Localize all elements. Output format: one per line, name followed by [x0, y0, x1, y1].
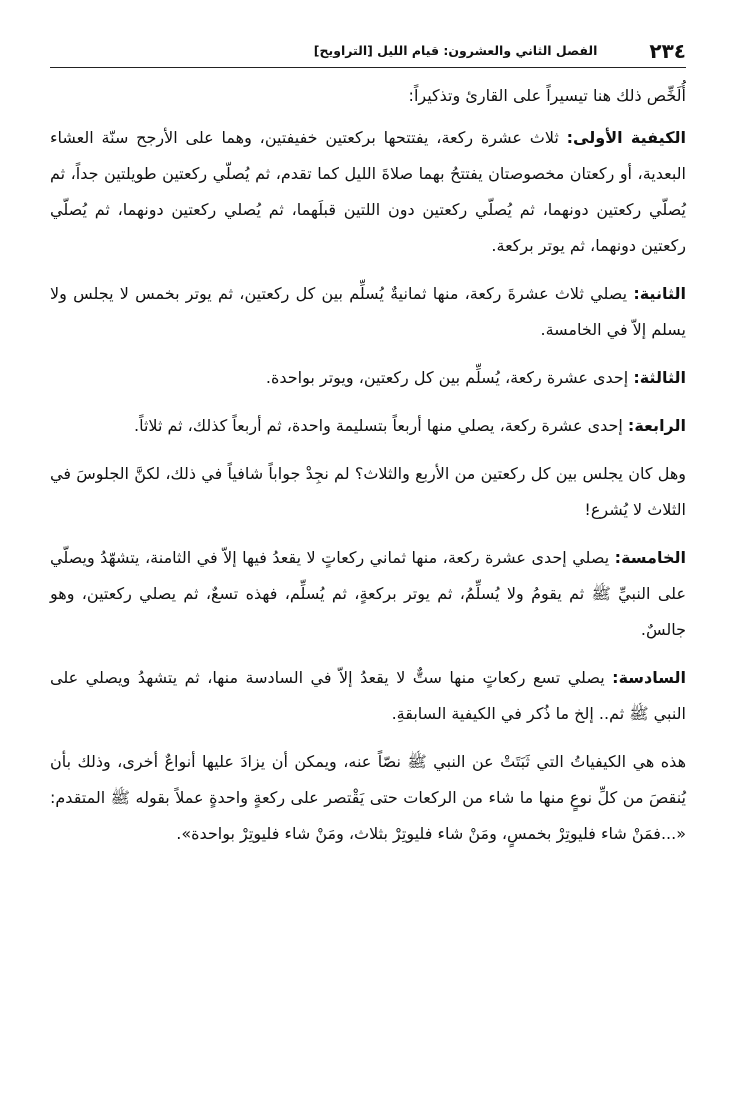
paragraph-text: إحدى عشرة ركعة، يصلي منها أربعاً بتسليمة واحدة، ثم أربعاً كذلك، ثم ثلاثاً. — [133, 416, 628, 435]
paragraph-text: أُلَخِّص ذلك هنا تيسيراً على القارئ وتذكيراً: — [408, 86, 686, 105]
running-title: الفصل الثاني والعشرون: قيام الليل [التراويح] — [313, 43, 598, 58]
page-number: ٢٣٤ — [649, 39, 686, 63]
paragraph-method-1 — [50, 120, 686, 264]
paragraph-question — [50, 456, 686, 528]
page-header — [50, 40, 686, 62]
paragraph-method-3 — [50, 360, 686, 396]
paragraph-text: هذه هي الكيفياتُ التي ثَبَتَتْ عن النبي ﷺ نصّاً عنه، ويمكن أن يزادَ عليها أنواعٌ أخرى، وذلك بأن يُنقصَ من كلِّ نوعٍ منها ما شاء من الركعات حتى يَقْتصر على ركعةٍ واحدةٍ عملاً بقوله ﷺ المتقدم: «...فمَنْ شاء فليوتِرْ بخمسٍ، ومَنْ شاء فليوتِرْ بثلاث، ومَنْ شاء فليوتِرْ بواحدة». — [50, 752, 686, 843]
header-rule — [50, 67, 686, 68]
paragraph-label: الكيفية الأولى: — [566, 128, 686, 147]
paragraph-method-5 — [50, 540, 686, 648]
paragraph-text: إحدى عشرة ركعة، يُسلِّم بين كل ركعتين، ويوتر بواحدة. — [265, 368, 634, 387]
paragraph-text: يصلي إحدى عشرة ركعة، منها ثماني ركعاتٍ لا يقعدُ فيها إلاّ في الثامنة، يتشهّدُ ويصلّي على النبيِّ ﷺ ثم يقومُ ولا يُسلِّمُ، ثم يوتر بركعةٍ، ثم يُسلِّم، فهذه تسعٌ، ثم يصلي ركعتين، وهو جالسٌ. — [50, 548, 686, 639]
paragraph-text: وهل كان يجلس بين كل ركعتين من الأربع والثلاث؟ لم نجِدْ جواباً شافياً في ذلك، لكنَّ الجلوسَ في الثلاث لا يُشرع! — [50, 464, 686, 519]
paragraph-method-4 — [50, 408, 686, 444]
paragraph-label: السادسة: — [612, 668, 686, 687]
paragraph-label: الخامسة: — [614, 548, 686, 567]
paragraph-label: الرابعة: — [627, 416, 686, 435]
paragraph-text: ثلاث عشرة ركعة، يفتتحها بركعتين خفيفتين، وهما على الأرجح سنّة العشاء البعدية، أو ركعتان مخصوصتان يفتتحُ بهما صلاةَ الليل كما تقدم، ثم يُصلّي ركعتين طويلتين جداً، ثم يُصلّي ركعتين دونهما، ثم يُصلّي ركعتين دون اللتين قبلَهما، ثم يُصلي ركعتين دونهما، ثم يُصلّي ركعتين دونهما، ثم يوتر بركعة. — [50, 128, 686, 255]
paragraph-method-6 — [50, 660, 686, 732]
paragraph-label: الثانية: — [633, 284, 686, 303]
paragraph-method-2 — [50, 276, 686, 348]
paragraph-summary — [50, 744, 686, 852]
paragraph-text: يصلي ثلاث عشرةَ ركعة، منها ثمانيةٌ يُسلِّم بين كل ركعتين، ثم يوتر بخمس لا يجلس ولا يسلم إلاّ في الخامسة. — [50, 284, 686, 339]
paragraph-intro — [50, 78, 686, 114]
page-body — [50, 78, 686, 864]
paragraph-text: يصلي تسع ركعاتٍ منها ستٌّ لا يقعدُ إلاّ في السادسة منها، ثم يتشهدُ ويصلي على النبي ﷺ ثم.. إلخ ما ذُكر في الكيفية السابقةِ. — [50, 668, 686, 723]
paragraph-label: الثالثة: — [633, 368, 686, 387]
